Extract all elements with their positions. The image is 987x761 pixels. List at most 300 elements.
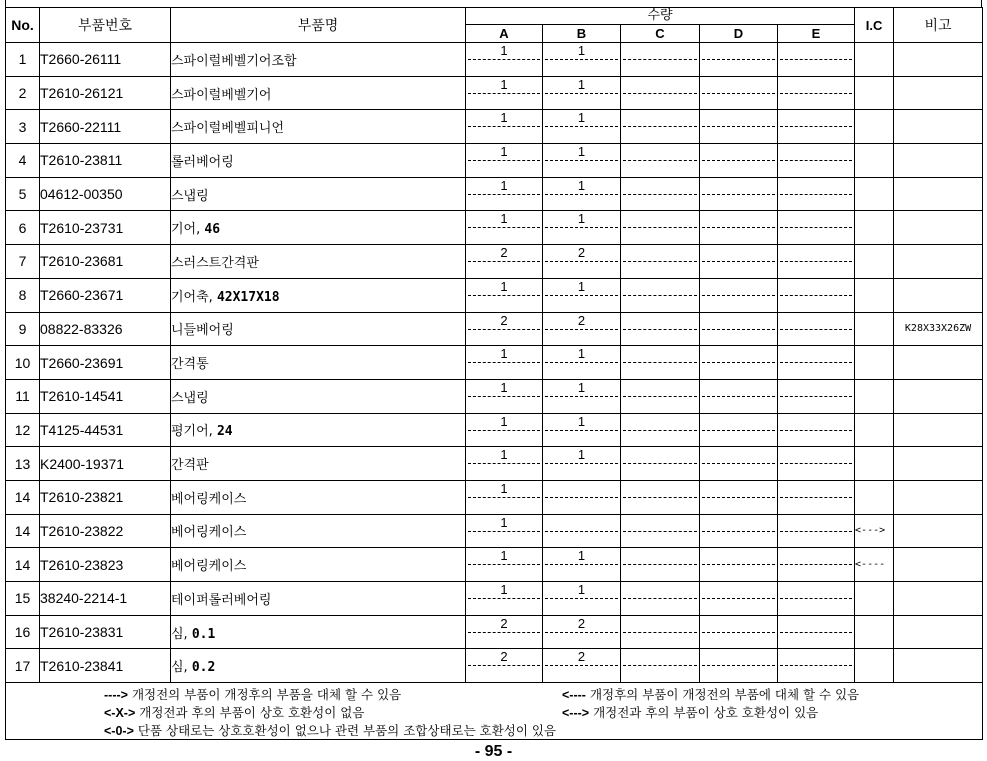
qty-cell-b: [543, 144, 621, 178]
part-name-text: 심,: [171, 626, 192, 642]
part-name: [171, 447, 466, 481]
part-name-text: 기어,: [171, 222, 205, 238]
table-row: [6, 413, 983, 447]
qty-value: 1: [500, 177, 508, 193]
ic-cell: [855, 447, 894, 481]
dashed-line: [545, 362, 618, 363]
ic-cell: [855, 245, 894, 279]
dashed-line: [780, 194, 852, 195]
dashed-line: [623, 362, 697, 363]
qty-cell-e: [778, 110, 855, 144]
qty-value: 1: [500, 110, 508, 126]
row-number: 4: [6, 144, 40, 178]
ic-cell: <----: [855, 548, 894, 582]
qty-cell-d: [700, 447, 778, 481]
part-name: [171, 43, 466, 77]
part-number: T2660-22111: [40, 110, 171, 144]
dashed-line: [545, 261, 618, 262]
legend-line-1-left: [104, 685, 401, 703]
qty-cell-d: [700, 346, 778, 380]
qty-cell-a: [466, 413, 543, 447]
qty-cell-c: [621, 177, 700, 211]
qty-value: 1: [500, 278, 508, 294]
qty-cell-b: [543, 379, 621, 413]
qty-value: 2: [500, 312, 508, 328]
qty-cell-d: [700, 514, 778, 548]
table-row: [6, 582, 983, 616]
dashed-line: [780, 295, 852, 296]
qty-cell-d: [700, 615, 778, 649]
ic-cell: [855, 43, 894, 77]
remark-cell: [894, 43, 983, 77]
remark-cell: K28X33X26ZW: [894, 312, 983, 346]
qty-value: 1: [577, 413, 586, 429]
qty-value: 1: [500, 211, 508, 227]
qty-value: 2: [500, 615, 508, 631]
ic-cell: [855, 177, 894, 211]
legend-symbol: <-X->: [104, 706, 136, 721]
qty-value: 1: [500, 413, 508, 429]
qty-cell-c: [621, 110, 700, 144]
qty-cell-d: [700, 278, 778, 312]
remark-cell: [894, 177, 983, 211]
dashed-line: [623, 564, 697, 565]
dashed-line: [468, 160, 540, 161]
qty-value: 2: [577, 615, 586, 631]
table-row: [6, 447, 983, 481]
dashed-line: [780, 665, 852, 666]
qty-cell-b: [543, 110, 621, 144]
qty-cell-a: [466, 379, 543, 413]
part-number: K2400-19371: [40, 447, 171, 481]
dashed-line: [702, 598, 775, 599]
part-number: 38240-2214-1: [40, 582, 171, 616]
qty-cell-c: [621, 548, 700, 582]
remark-cell: [894, 447, 983, 481]
header-qty-c: C: [621, 25, 700, 43]
remark-cell: [894, 211, 983, 245]
dashed-line: [780, 598, 852, 599]
qty-value: 2: [577, 245, 586, 261]
row-number: 13: [6, 447, 40, 481]
qty-value: 2: [500, 245, 508, 261]
part-name-text: 심,: [171, 660, 192, 676]
qty-cell-a: [466, 211, 543, 245]
part-name: [171, 346, 466, 380]
part-name-text: 스러스트간격판: [171, 255, 259, 271]
legend-text: 개정전과 후의 부품이 상호 호환성이 없음: [139, 705, 365, 721]
qty-cell-b: [543, 346, 621, 380]
qty-value: 2: [500, 649, 508, 665]
legend-text: 개정전과 후의 부품이 상호 호환성이 있음: [593, 705, 819, 721]
qty-value: 1: [500, 43, 508, 58]
qty-cell-e: [778, 649, 855, 683]
qty-cell-d: [700, 245, 778, 279]
part-name: [171, 245, 466, 279]
part-name-text: 스냅링: [171, 390, 209, 406]
dashed-line: [468, 564, 540, 565]
dashed-line: [545, 396, 618, 397]
part-spec: 42X17X18: [216, 289, 280, 305]
part-name: [171, 312, 466, 346]
part-number: T2610-14541: [40, 379, 171, 413]
remark-cell: [894, 76, 983, 110]
ic-cell: [855, 346, 894, 380]
qty-cell-b: [543, 447, 621, 481]
part-name: [171, 211, 466, 245]
dashed-line: [623, 261, 697, 262]
qty-cell-c: [621, 582, 700, 616]
row-number: 2: [6, 76, 40, 110]
qty-value: 1: [500, 447, 508, 463]
dashed-line: [623, 227, 697, 228]
qty-cell-c: [621, 447, 700, 481]
part-name: [171, 615, 466, 649]
legend-line-3: [104, 721, 556, 739]
remark-cell: [894, 413, 983, 447]
part-number: T2610-23681: [40, 245, 171, 279]
ic-cell: [855, 110, 894, 144]
qty-cell-b: [543, 615, 621, 649]
qty-cell-b: [543, 649, 621, 683]
dashed-line: [545, 665, 618, 666]
qty-value: 1: [500, 514, 508, 530]
dashed-line: [545, 329, 618, 330]
qty-cell-e: [778, 514, 855, 548]
qty-value: 1: [577, 211, 586, 227]
qty-value: 1: [577, 76, 586, 92]
qty-cell-b: [543, 177, 621, 211]
qty-cell-e: [778, 76, 855, 110]
qty-value: 1: [577, 582, 586, 597]
ic-cell: [855, 413, 894, 447]
row-number: 14: [6, 548, 40, 582]
dashed-line: [545, 564, 618, 565]
table-row: [6, 379, 983, 413]
part-number: 08822-83326: [40, 312, 171, 346]
qty-cell-a: [466, 582, 543, 616]
dashed-line: [468, 396, 540, 397]
qty-cell-c: [621, 43, 700, 77]
row-number: 14: [6, 480, 40, 514]
dashed-line: [623, 295, 697, 296]
dashed-line: [545, 93, 618, 94]
part-number: T2610-23811: [40, 144, 171, 178]
qty-cell-e: [778, 615, 855, 649]
dashed-line: [623, 160, 697, 161]
dashed-line: [545, 295, 618, 296]
dashed-line: [545, 598, 618, 599]
qty-cell-a: [466, 76, 543, 110]
table-row: [6, 211, 983, 245]
qty-cell-e: [778, 582, 855, 616]
remark-cell: [894, 548, 983, 582]
dashed-line: [545, 430, 618, 431]
qty-cell-e: [778, 379, 855, 413]
dashed-line: [545, 126, 618, 127]
dashed-line: [623, 329, 697, 330]
dashed-line: [780, 430, 852, 431]
remark-cell: [894, 144, 983, 178]
row-number: 6: [6, 211, 40, 245]
header-row: [6, 8, 983, 25]
dashed-line: [468, 227, 540, 228]
qty-cell-c: [621, 144, 700, 178]
remark-cell: [894, 245, 983, 279]
dashed-line: [468, 194, 540, 195]
remark-cell: [894, 649, 983, 683]
part-name-text: 기어축,: [171, 289, 217, 305]
ic-cell: [855, 312, 894, 346]
dashed-line: [702, 362, 775, 363]
remark-cell: [894, 480, 983, 514]
dashed-line: [545, 463, 618, 464]
table-row: [6, 649, 983, 683]
header-part-number: 부품번호: [40, 8, 171, 43]
ic-cell: [855, 649, 894, 683]
remark-cell: [894, 110, 983, 144]
legend-symbol: <--->: [562, 706, 590, 721]
part-name: [171, 278, 466, 312]
dashed-line: [702, 531, 775, 532]
part-spec: 0.2: [191, 660, 216, 676]
part-name: [171, 649, 466, 683]
ic-cell: [855, 480, 894, 514]
dashed-line: [468, 531, 540, 532]
ic-cell: [855, 278, 894, 312]
qty-cell-e: [778, 346, 855, 380]
qty-cell-e: [778, 413, 855, 447]
part-name: [171, 76, 466, 110]
table-row: [6, 514, 983, 548]
dashed-line: [780, 329, 852, 330]
qty-cell-b: [543, 245, 621, 279]
dashed-line: [702, 59, 775, 60]
dashed-line: [780, 396, 852, 397]
qty-cell-e: [778, 312, 855, 346]
qty-cell-c: [621, 76, 700, 110]
table-row: [6, 278, 983, 312]
qty-value: 1: [577, 144, 586, 160]
ic-cell: [855, 76, 894, 110]
ic-cell: [855, 211, 894, 245]
dashed-line: [468, 430, 540, 431]
part-name: [171, 548, 466, 582]
qty-cell-d: [700, 177, 778, 211]
dashed-line: [702, 497, 775, 498]
qty-cell-c: [621, 312, 700, 346]
part-spec: 0.1: [191, 626, 216, 642]
qty-cell-e: [778, 245, 855, 279]
dashed-line: [623, 665, 697, 666]
dashed-line: [545, 160, 618, 161]
qty-cell-a: [466, 447, 543, 481]
dashed-line: [468, 329, 540, 330]
dashed-line: [702, 396, 775, 397]
part-number: T2610-23822: [40, 514, 171, 548]
part-spec: 46: [204, 222, 221, 238]
header-part-name: 부품명: [171, 8, 466, 43]
qty-cell-a: [466, 144, 543, 178]
dashed-line: [780, 261, 852, 262]
part-name: [171, 144, 466, 178]
header-qty-d: D: [700, 25, 778, 43]
dashed-line: [468, 126, 540, 127]
qty-cell-a: [466, 43, 543, 77]
qty-cell-b: [543, 211, 621, 245]
header-qty-a: A: [466, 25, 543, 43]
dashed-line: [702, 329, 775, 330]
part-name-text: 스파이럴베벨기어조합: [171, 53, 297, 69]
qty-cell-a: [466, 312, 543, 346]
part-name: [171, 177, 466, 211]
part-name-text: 베어링케이스: [171, 491, 247, 507]
header-quantity: 수량: [466, 8, 855, 25]
page-number: - 95 -: [474, 743, 513, 760]
qty-cell-c: [621, 346, 700, 380]
qty-cell-e: [778, 548, 855, 582]
row-number: 16: [6, 615, 40, 649]
qty-value: 1: [500, 548, 508, 564]
header-no: No.: [6, 8, 40, 43]
qty-cell-e: [778, 144, 855, 178]
qty-cell-b: [543, 480, 621, 514]
legend-line-1-right: [562, 685, 859, 703]
ic-cell: [855, 379, 894, 413]
qty-cell-a: [466, 514, 543, 548]
qty-value: 1: [500, 480, 508, 496]
dashed-line: [702, 665, 775, 666]
qty-cell-c: [621, 245, 700, 279]
legend-symbol: <----: [562, 688, 586, 703]
dashed-line: [780, 93, 852, 94]
qty-value: 1: [577, 346, 586, 362]
qty-cell-c: [621, 211, 700, 245]
legend: [6, 683, 983, 740]
legend-text: 개정전의 부품이 개정후의 부품을 대체 할 수 있음: [131, 687, 402, 703]
dashed-line: [623, 59, 697, 60]
dashed-line: [545, 194, 618, 195]
qty-cell-a: [466, 615, 543, 649]
qty-value: 1: [577, 177, 586, 193]
qty-cell-b: [543, 582, 621, 616]
part-number: T2660-23671: [40, 278, 171, 312]
part-name-text: 니들베어링: [171, 323, 234, 339]
table-row: [6, 144, 983, 178]
dashed-line: [468, 665, 540, 666]
table-row: [6, 76, 983, 110]
row-number: 8: [6, 278, 40, 312]
qty-cell-b: [543, 514, 621, 548]
part-number: T2660-23691: [40, 346, 171, 380]
row-number: 3: [6, 110, 40, 144]
legend-symbol: <-0->: [104, 724, 134, 739]
qty-cell-d: [700, 76, 778, 110]
part-name: [171, 110, 466, 144]
qty-cell-c: [621, 514, 700, 548]
header-ic: I.C: [855, 8, 894, 43]
legend-text: 단품 상태로는 상호호환성이 없으나 관련 부품의 조합상태로는 호환성이 있음: [137, 723, 557, 739]
qty-cell-d: [700, 110, 778, 144]
qty-cell-a: [466, 177, 543, 211]
table-row: [6, 548, 983, 582]
table-row: [6, 480, 983, 514]
dashed-line: [702, 160, 775, 161]
qty-cell-e: [778, 177, 855, 211]
qty-cell-a: [466, 245, 543, 279]
qty-cell-e: [778, 278, 855, 312]
qty-cell-d: [700, 413, 778, 447]
qty-cell-c: [621, 379, 700, 413]
qty-cell-e: [778, 43, 855, 77]
header-qty-b: B: [543, 25, 621, 43]
part-name-text: 스파이럴베벨기어: [171, 87, 272, 103]
qty-cell-b: [543, 413, 621, 447]
qty-value: 1: [577, 548, 586, 564]
row-number: 14: [6, 514, 40, 548]
part-name-text: 간격판: [171, 458, 209, 474]
dashed-line: [780, 463, 852, 464]
dashed-line: [623, 396, 697, 397]
dashed-line: [623, 126, 697, 127]
part-number: T2610-23731: [40, 211, 171, 245]
qty-value: 1: [500, 346, 508, 362]
dashed-line: [468, 295, 540, 296]
ic-cell: [855, 615, 894, 649]
dashed-line: [780, 497, 852, 498]
qty-value: 1: [577, 278, 586, 294]
part-name-text: 베어링케이스: [171, 525, 247, 541]
dashed-line: [623, 430, 697, 431]
ic-cell: [855, 582, 894, 616]
part-name-text: 스파이럴베벨피니언: [171, 121, 285, 137]
row-number: 10: [6, 346, 40, 380]
dashed-line: [545, 497, 618, 498]
qty-cell-e: [778, 211, 855, 245]
part-name-text: 간격통: [171, 357, 209, 373]
qty-value: 2: [577, 649, 586, 665]
dashed-line: [780, 227, 852, 228]
qty-cell-b: [543, 43, 621, 77]
qty-value: 1: [577, 379, 586, 395]
dashed-line: [702, 463, 775, 464]
qty-cell-d: [700, 144, 778, 178]
remark-cell: [894, 346, 983, 380]
dashed-line: [702, 430, 775, 431]
parts-body: [6, 43, 983, 683]
qty-cell-a: [466, 649, 543, 683]
dashed-line: [780, 632, 852, 633]
part-number: T2610-23831: [40, 615, 171, 649]
dashed-line: [468, 93, 540, 94]
qty-value: 1: [577, 110, 586, 126]
dashed-line: [623, 632, 697, 633]
qty-cell-a: [466, 110, 543, 144]
row-number: 11: [6, 379, 40, 413]
part-name: [171, 379, 466, 413]
qty-value: 2: [577, 312, 586, 328]
dashed-line: [702, 564, 775, 565]
dashed-line: [780, 564, 852, 565]
dashed-line: [623, 497, 697, 498]
part-number: T4125-44531: [40, 413, 171, 447]
dashed-line: [545, 59, 618, 60]
row-number: 7: [6, 245, 40, 279]
part-name-text: 테이퍼롤러베어링: [171, 592, 272, 608]
qty-cell-c: [621, 615, 700, 649]
qty-cell-d: [700, 649, 778, 683]
qty-cell-e: [778, 480, 855, 514]
